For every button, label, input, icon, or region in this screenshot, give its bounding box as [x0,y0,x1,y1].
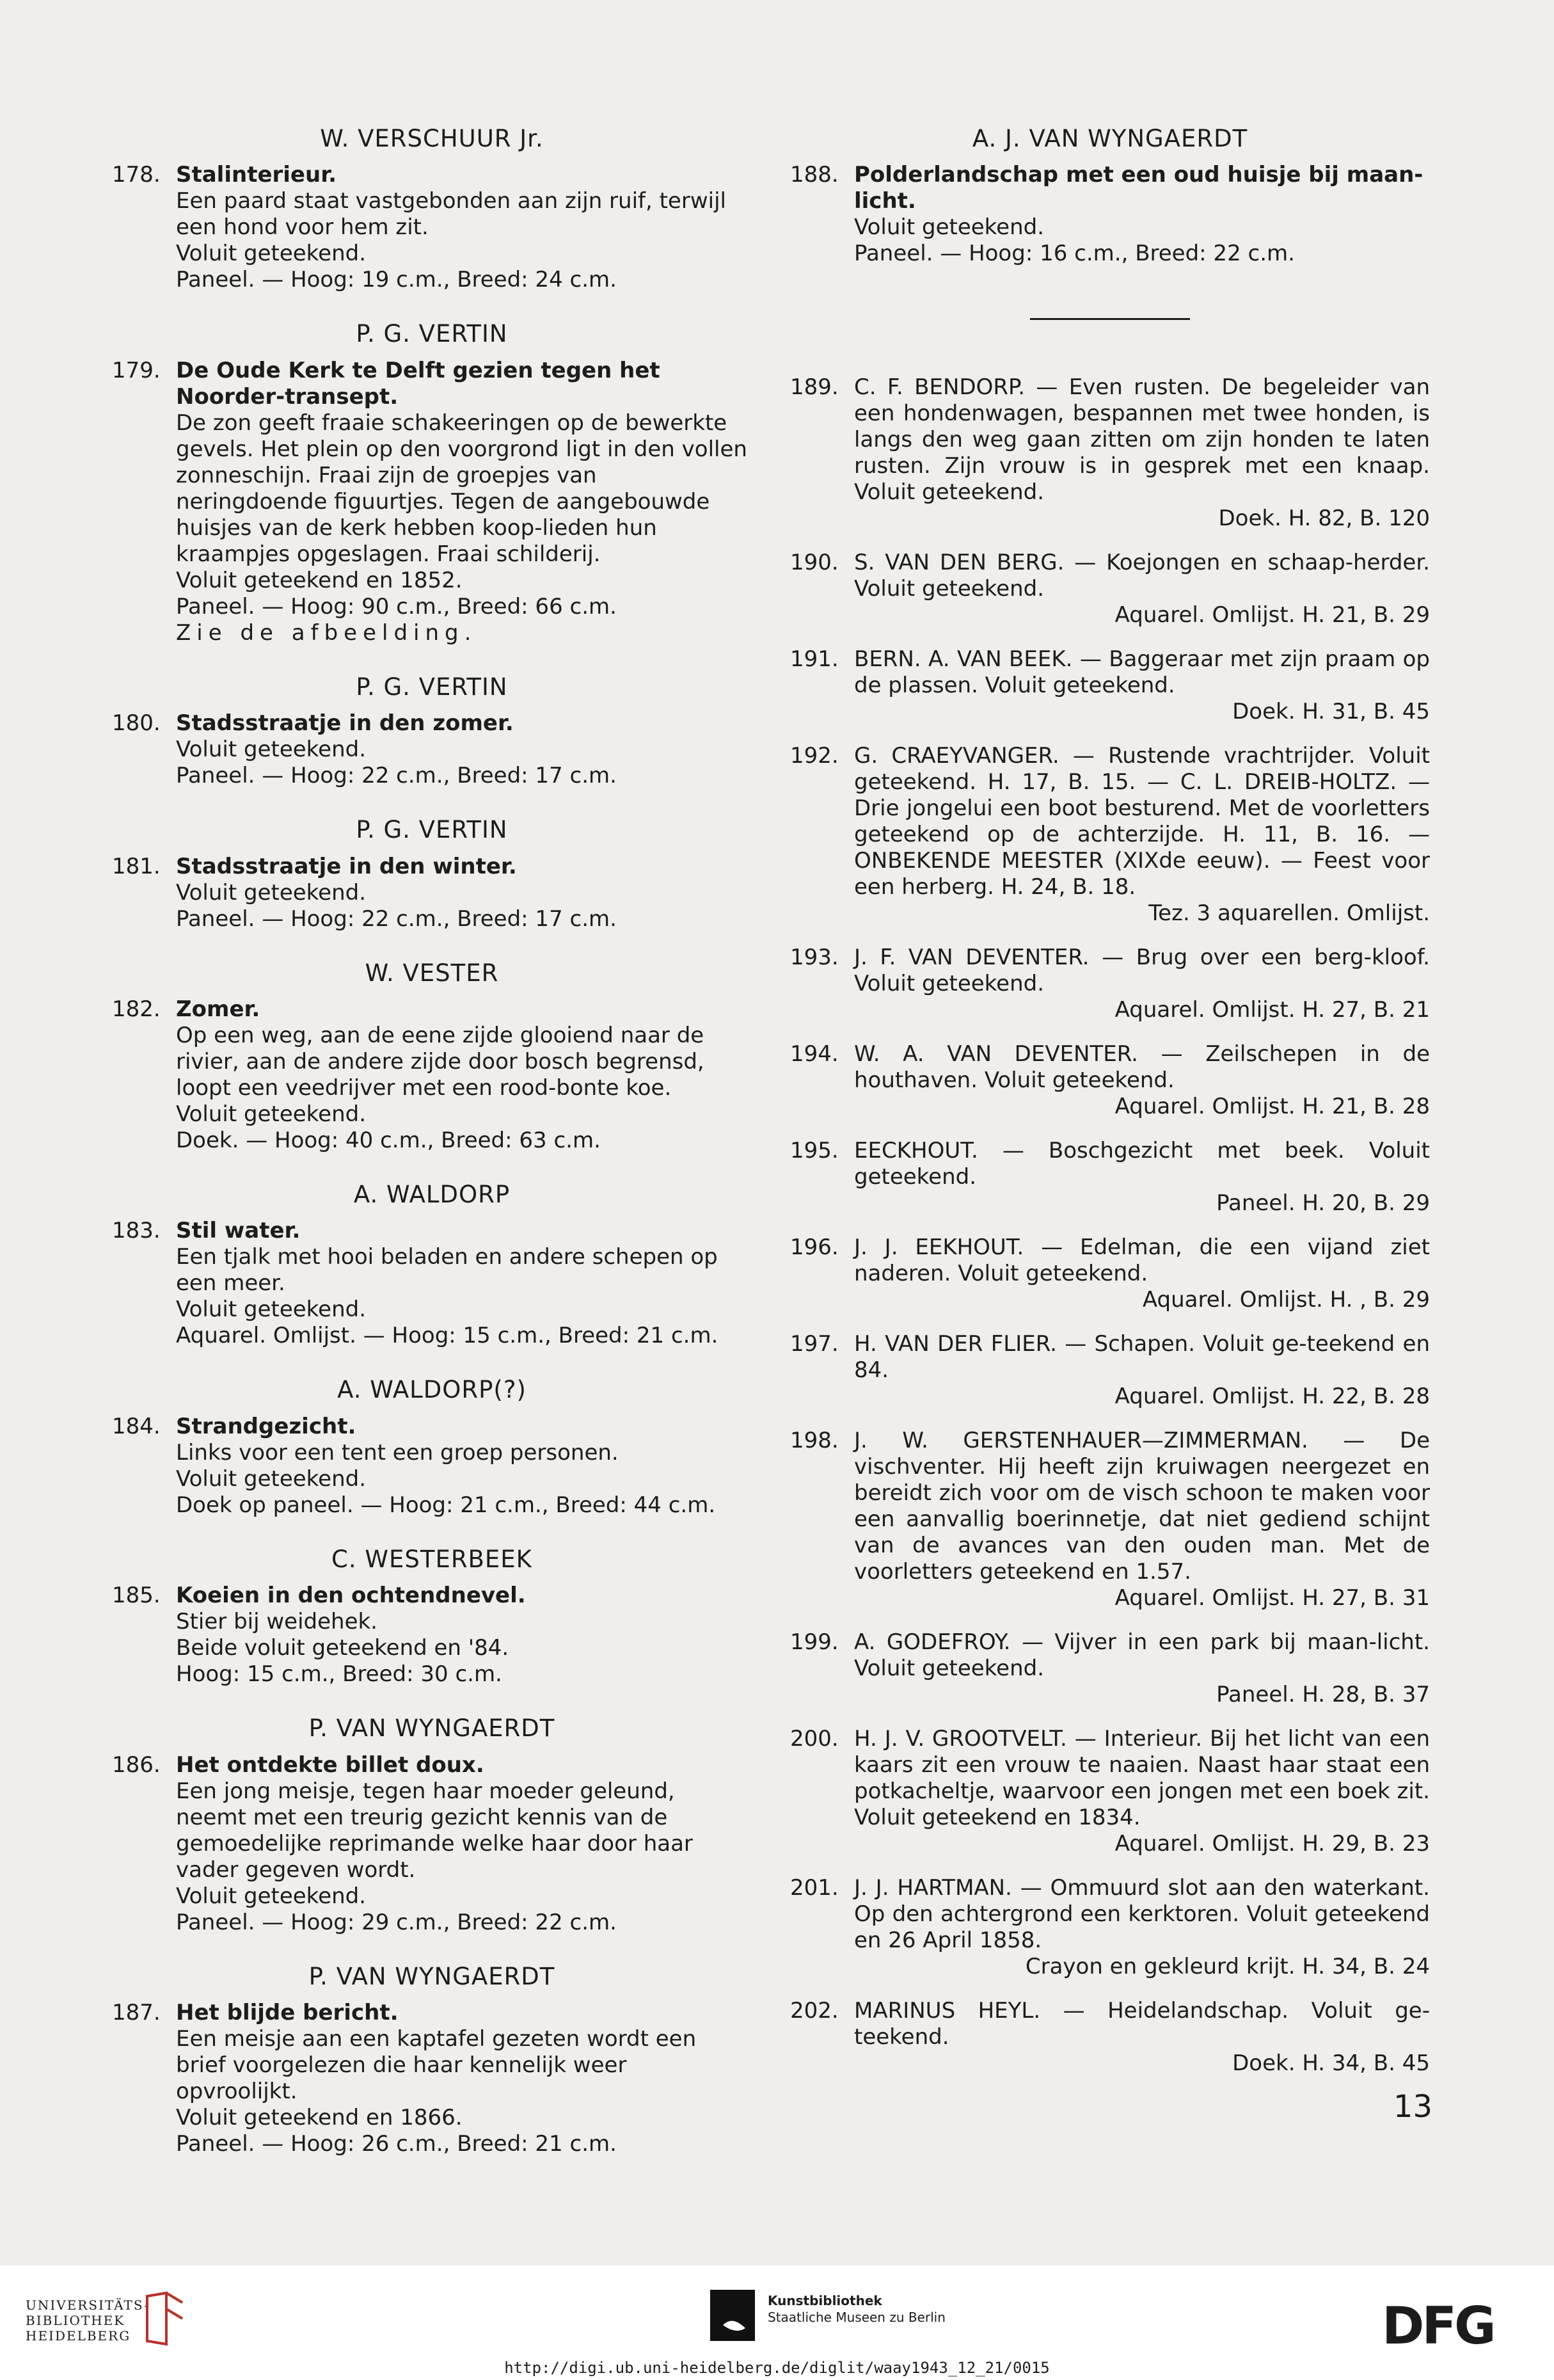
entry-body [854,162,1430,267]
entry-text: BERN. A. VAN BEEK. — Baggeraar met zijn praam op de plassen. Voluit geteekend. [854,646,1430,699]
catalogue-entry [790,162,1430,267]
entry-title: Stadsstraatje in den zomer. [176,710,514,737]
entry-line: Paneel. — Hoog: 29 c.m., Breed: 22 c.m. [176,1909,617,1935]
dfg-logo: DFG [1382,2296,1494,2356]
entry-number: 186. [112,1752,161,1778]
entry-body [854,550,1430,628]
artist-heading: C. WESTERBEEK [331,1545,532,1573]
entry-number: 181. [112,853,161,879]
entry-line: Links voor een tent een groep personen. [176,1439,619,1466]
entry-number: 193. [790,945,839,971]
kb-subtitle: Staatliche Museen zu Berlin [768,2310,946,2325]
catalogue-entry [790,1428,1430,1611]
entry-text: H. VAN DER FLIER. — Schapen. Voluit ge-teekend en 84. [854,1331,1430,1384]
entry-body [176,1583,752,1688]
entry-line: Voluit geteekend. [176,1883,367,1909]
catalogue-entry [790,1234,1430,1313]
entry-title: Stil water. [176,1218,301,1244]
entry-medium-dimensions: Aquarel. Omlijst. H. 27, B. 31 [1114,1585,1430,1611]
artist-heading: A. J. VAN WYNGAERDT [972,125,1248,152]
entry-body [176,1414,752,1519]
entry-line: Een meisje aan een kaptafel gezeten wordt een brief voorgelezen die haar kennelijk weer opvroolijkt. [176,2025,697,2104]
entry-medium-dimensions: Aquarel. Omlijst. H. 21, B. 29 [1114,602,1430,628]
artist-heading: P. G. VERTIN [356,673,508,701]
entry-line: Paneel. — Hoog: 16 c.m., Breed: 22 c.m. [854,241,1295,267]
entry-body [854,1138,1430,1217]
digitization-footer [0,2265,1554,2380]
entry-text: MARINUS HEYL. — Heidelandschap. Voluit ge-teekend. [854,1998,1430,2050]
entry-body [854,374,1430,532]
entry-number: 198. [790,1428,839,1454]
entry-medium-dimensions: Crayon en gekleurd krijt. H. 34, B. 24 [1025,1954,1430,1980]
uni-line: BIBLIOTHEK [26,2313,125,2328]
catalogue-entry [790,743,1430,927]
entry-title: Zomer. [176,996,260,1022]
entry-number: 185. [112,1583,161,1609]
entry-line: De zon geeft fraaie schakeeringen op de bewerkte gevels. Het plein op den voorgrond ligt in den vollen zonneschijn. Fraai zijn de groepjes van neringdoende figuurtjes. Tegen de aangebouwde huisjes van de kerk hebben koop-lieden hun kraampjes opgeslagen. Fraai schilderij. [176,410,747,567]
entry-medium-dimensions: Paneel. H. 20, B. 29 [1216,1190,1430,1217]
entry-text: J. F. VAN DEVENTER. — Brug over een berg-kloof. Voluit geteekend. [854,945,1430,997]
entry-line: Voluit geteekend. [176,241,367,267]
entry-body [854,1629,1430,1708]
entry-number: 182. [112,996,161,1022]
uni-line: HEIDELBERG [26,2328,131,2344]
catalogue-entry [112,162,752,293]
entry-number: 187. [112,1999,161,2025]
right-column [790,125,1430,2095]
entry-title: De Oude Kerk te Delft gezien tegen het Noorder-transept. [176,357,660,410]
entry-number: 195. [790,1138,839,1164]
entry-line: Voluit geteekend. [176,879,367,906]
entry-number: 184. [112,1413,161,1439]
entry-text: C. F. BENDORP. — Even rusten. De begeleider van een hondenwagen, bespannen met twee honden, is langs den weg gaan zitten om zijn honden te laten rusten. Zijn vrouw is in gesprek met een knaap. Voluit geteekend. [854,374,1430,506]
entry-medium-dimensions: Aquarel. Omlijst. H. 21, B. 28 [1114,1094,1430,1120]
entry-text: W. A. VAN DEVENTER. — Zeilschepen in de houthaven. Voluit geteekend. [854,1041,1430,1094]
page-number: 13 [1393,2089,1433,2125]
catalogue-entry [112,2000,752,2157]
entry-text: H. J. V. GROOTVELT. — Interieur. Bij het licht van een kaars zit een vrouw te naaien. Naast haar staat een potkacheltje, waarvoor een jongen met een boek zit. Voluit geteekend en 1834. [854,1726,1430,1831]
catalogue-entry [790,945,1430,1023]
entry-line: Paneel. — Hoog: 26 c.m., Breed: 21 c.m. [176,2130,617,2157]
entry-title: Stadsstraatje in den winter. [176,853,517,879]
entry-line: Doek op paneel. — Hoog: 21 c.m., Breed: 44 c.m. [176,1492,716,1518]
entry-line: Voluit geteekend en 1866. [176,2104,463,2130]
entry-body [176,1752,752,1936]
entry-body [854,646,1430,725]
entry-medium-dimensions: Doek. H. 34, B. 45 [1232,2050,1430,2077]
entry-line: Voluit geteekend. [176,1101,367,1127]
catalogue-entry [790,550,1430,628]
artist-heading: P. G. VERTIN [356,320,508,348]
entry-line: Doek. — Hoog: 40 c.m., Breed: 63 c.m. [176,1127,601,1153]
entry-body [854,1234,1430,1313]
entry-body [176,854,752,932]
catalogue-entry [112,1583,752,1688]
catalogue-entry [790,374,1430,532]
entry-medium-dimensions: Aquarel. Omlijst. H. 29, B. 23 [1114,1831,1430,1857]
entry-text: J. J. EEKHOUT. — Edelman, die een vijand ziet naderen. Voluit geteekend. [854,1234,1430,1287]
entry-text: G. CRAEYVANGER. — Rustende vrachtrijder. Voluit geteekend. H. 17, B. 15. — C. L. DREIB-HOLTZ. — Drie jongelui een boot besturend. Met de voorletters geteekend op de achterzijde. H. 11, B. 16. — ONBEKENDE MEESTER (XIXde eeuw). — Feest voor een herberg. H. 24, B. 18. [854,743,1430,900]
university-library-logo [26,2297,150,2344]
uni-line: UNIVERSITÄTS- [26,2297,150,2313]
kb-title: Kunstbibliothek [768,2293,882,2308]
right-entry-list [790,374,1430,2077]
entry-number: 199. [790,1629,839,1656]
entry-number: 188. [790,162,839,188]
catalogue-entry [112,1414,752,1519]
entry-title: Polderlandschap met een oud huisje bij maan-licht. [854,162,1423,214]
entry-line: Paneel. — Hoog: 90 c.m., Breed: 66 c.m. [176,593,617,619]
university-logo-icon [141,2290,186,2347]
entry-medium-dimensions: Paneel. H. 28, B. 37 [1216,1682,1430,1708]
entry-text: EECKHOUT. — Boschgezicht met beek. Voluit geteekend. [854,1138,1430,1190]
entry-medium-dimensions: Aquarel. Omlijst. H. 22, B. 28 [1114,1384,1430,1410]
left-column [112,125,752,2157]
catalogue-entry [112,854,752,932]
entry-body [854,1875,1430,1980]
entry-body [176,996,752,1154]
entry-body [176,2000,752,2157]
entry-line: Voluit geteekend. [176,737,367,763]
artist-heading: W. VERSCHUUR Jr. [320,125,544,152]
entry-line: Stier bij weidehek. [176,1609,377,1635]
artist-heading: P. VAN WYNGAERDT [308,1714,555,1743]
entry-line: Hoog: 15 c.m., Breed: 30 c.m. [176,1661,502,1688]
entry-medium-dimensions: Doek. H. 82, B. 120 [1218,506,1430,532]
entry-body [854,743,1430,927]
entry-number: 179. [112,357,161,383]
entry-line: Beide voluit geteekend en '84. [176,1635,509,1661]
entry-line: Paneel. — Hoog: 22 c.m., Breed: 17 c.m. [176,906,617,932]
entry-title: Stalinterieur. [176,162,337,188]
entry-medium-dimensions: Tez. 3 aquarellen. Omlijst. [1148,900,1430,927]
entry-number: 183. [112,1218,161,1244]
catalogue-entry [790,1875,1430,1980]
entry-line: Aquarel. Omlijst. — Hoog: 15 c.m., Breed: 21 c.m. [176,1323,718,1349]
entry-line: Voluit geteekend en 1852. [176,567,463,593]
entry-number: 202. [790,1998,839,2024]
entry-line: Zie de afbeelding. [176,619,477,646]
entry-number: 200. [790,1726,839,1752]
entry-body [854,1041,1430,1120]
entry-line: Een tjalk met hooi beladen en andere schepen op een meer. [176,1244,718,1297]
entry-number: 192. [790,743,839,769]
entry-body [176,1218,752,1349]
entry-body [176,710,752,789]
catalogue-entry [790,1726,1430,1857]
artist-heading: A. WALDORP [353,1180,511,1208]
entry-medium-dimensions: Doek. H. 31, B. 45 [1232,699,1430,725]
entry-number: 191. [790,646,839,673]
catalogue-entry [790,646,1430,725]
entry-title: Het ontdekte billet doux. [176,1752,484,1778]
entry-body [176,162,752,293]
entry-body [176,358,752,646]
catalogue-entry [112,1752,752,1936]
entry-text: J. J. HARTMAN. — Ommuurd slot aan den waterkant. Op den achtergrond een kerktoren. Voluit geteekend en 26 April 1858. [854,1875,1430,1954]
artist-heading: W. VESTER [365,959,499,987]
section-divider [1030,318,1190,320]
source-url[interactable]: http://digi.ub.uni-heidelberg.de/diglit/waay1943_12_21/0015 [504,2359,1050,2377]
catalogue-entry [112,996,752,1154]
catalogue-entry [790,1138,1430,1217]
entry-body [854,1726,1430,1857]
entry-body [854,1428,1430,1611]
entry-text: S. VAN DEN BERG. — Koejongen en schaap-herder. Voluit geteekend. [854,550,1430,602]
entry-line: Voluit geteekend. [176,1466,367,1492]
entry-line: Een paard staat vastgebonden aan zijn ruif, terwijl een hond voor hem zit. [176,188,726,241]
entry-number: 178. [112,162,161,188]
catalogue-entry [112,1218,752,1349]
entry-line: Paneel. — Hoog: 19 c.m., Breed: 24 c.m. [176,267,617,293]
entry-number: 196. [790,1234,839,1261]
entry-line: Een jong meisje, tegen haar moeder geleund, neemt met een treurig gezicht kennis van de gemoedelijke reprimande welke haar door haar vader gegeven wordt. [176,1778,693,1883]
artist-heading: P. G. VERTIN [356,816,508,844]
kunstbibliothek-label [768,2292,946,2326]
entry-body [854,1998,1430,2077]
entry-number: 197. [790,1331,839,1357]
entry-number: 194. [790,1041,839,1067]
entry-number: 201. [790,1875,839,1901]
catalogue-entry [112,710,752,789]
entry-text: J. W. GERSTENHAUER—ZIMMERMAN. — De vischventer. Hij heeft zijn kruiwagen neergezet en bereidt zich voor om de visch schoon te maken voor een aanvallig boerinnetje, dat niet gediend schijnt van de avances van den ouden man. Met de voorletters geteekend en 1.57. [854,1428,1430,1585]
entry-body [854,1331,1430,1410]
entry-number: 189. [790,374,839,401]
entry-line: Voluit geteekend. [854,214,1045,241]
entry-medium-dimensions: Aquarel. Omlijst. H. 27, B. 21 [1114,997,1430,1023]
catalogue-entry [790,1629,1430,1708]
entry-number: 190. [790,550,839,576]
artist-heading: A. WALDORP(?) [337,1376,527,1404]
entry-text: A. GODEFROY. — Vijver in een park bij maan-licht. Voluit geteekend. [854,1629,1430,1682]
artist-heading: P. VAN WYNGAERDT [308,1962,555,1990]
entry-line: Voluit geteekend. [176,1297,367,1323]
entry-title: Strandgezicht. [176,1413,356,1439]
entry-title: Koeien in den ochtendnevel. [176,1583,526,1609]
catalogue-entry [790,1041,1430,1120]
catalogue-entry [790,1331,1430,1410]
kunstbibliothek-logo-icon [710,2290,755,2341]
entry-line: Paneel. — Hoog: 22 c.m., Breed: 17 c.m. [176,763,617,789]
entry-title: Het blijde bericht. [176,1999,399,2025]
catalogue-entry [112,358,752,646]
entry-line: Op een weg, aan de eene zijde glooiend naar de rivier, aan de andere zijde door bosch begrensd, loopt een veedrijver met een rood-bonte koe. [176,1022,704,1101]
entry-medium-dimensions: Aquarel. Omlijst. H. , B. 29 [1142,1287,1430,1313]
entry-number: 180. [112,710,161,737]
entry-body [854,945,1430,1023]
catalogue-entry [790,1998,1430,2077]
